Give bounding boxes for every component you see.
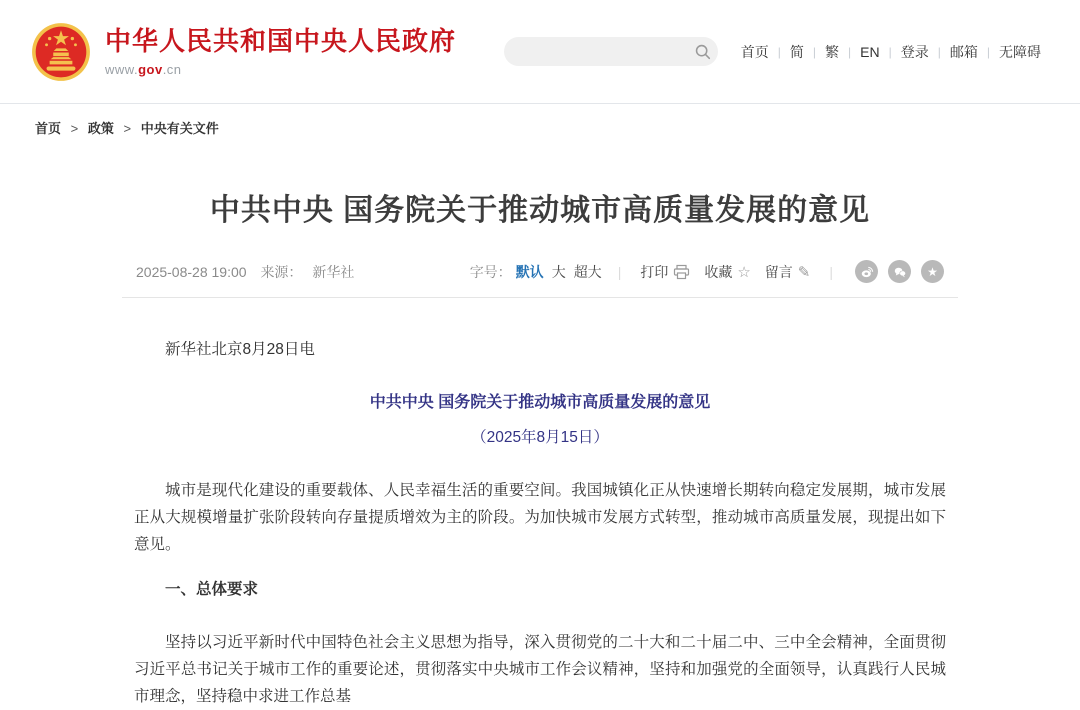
nav-separator: | [812,44,817,59]
print-label: 打印 [640,263,669,280]
article [122,191,958,710]
printer-icon [673,264,690,280]
article-meta-row [122,260,958,298]
top-nav [732,42,1050,62]
breadcrumb [0,104,1080,147]
url-www: www. [105,61,139,77]
comment-button[interactable] [765,262,811,282]
meta-separator: | [617,263,622,280]
meta-separator: | [829,263,833,280]
nav-separator: | [777,44,781,59]
nav-accessibility[interactable]: 无障碍 [999,43,1041,60]
breadcrumb-home[interactable]: 首页 [35,121,62,136]
source-label: 来源： [260,263,303,280]
publish-date: 2025-08-28 19:00 [136,263,247,280]
star-icon: ★ [927,264,938,279]
favorites-star-share-icon[interactable] [921,260,944,283]
breadcrumb-policy[interactable]: 政策 [87,121,114,136]
nav-english[interactable]: EN [860,43,880,60]
fontsize-label: 字号： [469,263,512,280]
fontsize-xlarge-button[interactable]: 超大 [573,263,602,280]
nav-login[interactable]: 登录 [900,43,929,60]
breadcrumb-separator: > [123,121,132,136]
paragraph-2: 坚持以习近平新时代中国特色社会主义思想为指导，深入贯彻党的二十大和二十届二中、三中全会精神，全面贯彻习近平总书记关于城市工作的重要论述，贯彻落实中央城市工作会议精神，坚持和加强党的全面领导，认真践行人民城市理念，坚持稳中求进工作总基 [134,634,946,705]
fontsize-default-button[interactable]: 默认 [515,263,544,280]
favorite-label: 收藏 [704,263,733,280]
article-body [122,336,958,710]
brand[interactable] [30,21,456,83]
nav-traditional[interactable]: 繁 [825,43,840,60]
article-meta-right [470,260,944,283]
breadcrumb-central-documents[interactable]: 中央有关文件 [140,121,219,136]
site-name: 中华人民共和国中央人民政府 [105,26,457,57]
nav-mailbox[interactable]: 邮箱 [949,43,978,60]
section-heading-1: 一、总体要求 [165,581,259,598]
nav-separator: | [986,44,990,59]
weibo-share-icon[interactable] [855,260,878,283]
comment-label: 留言 [764,263,793,280]
fontsize-group [470,262,606,282]
search-box[interactable] [504,37,718,66]
search-input[interactable] [518,44,694,59]
nav-separator: | [888,44,892,59]
nav-simplified[interactable]: 简 [789,43,804,60]
page-title: 中共中央 国务院关于推动城市高质量发展的意见 [209,194,871,227]
brand-text [105,26,456,76]
paragraph-1: 城市是现代化建设的重要载体、人民幸福生活的重要空间。我国城镇化正从快速增长期转向稳定发展期，城市发展正从大规模增量扩张阶段转向存量提质增效为主的阶段。为加快城市发展方式转型，推动城市高质量发展，现提出如下意见。 [134,482,946,553]
article-meta-left [136,262,354,282]
nav-home[interactable]: 首页 [740,43,769,60]
url-gov: gov [138,61,163,77]
dateline: 新华社北京8月28日电 [165,341,315,358]
favorite-button[interactable] [704,262,750,282]
header-right [504,37,1050,66]
site-url [105,62,456,77]
national-emblem-logo [30,21,92,83]
site-header [0,0,1080,104]
print-button[interactable] [640,262,690,282]
source-name[interactable]: 新华社 [312,263,355,280]
url-cn: .cn [162,61,182,77]
fontsize-large-button[interactable]: 大 [551,263,566,280]
nav-separator: | [937,44,941,59]
share-group [845,260,944,283]
star-outline-icon: ☆ [737,263,751,281]
pencil-icon: ✎ [797,263,811,281]
wechat-share-icon[interactable] [888,260,911,283]
breadcrumb-separator: > [70,121,79,136]
document-title: 中共中央 国务院关于推动城市高质量发展的意见 [369,394,711,411]
search-icon[interactable] [694,43,711,60]
nav-separator: | [848,44,852,59]
document-date: （2025年8月15日） [471,429,609,446]
